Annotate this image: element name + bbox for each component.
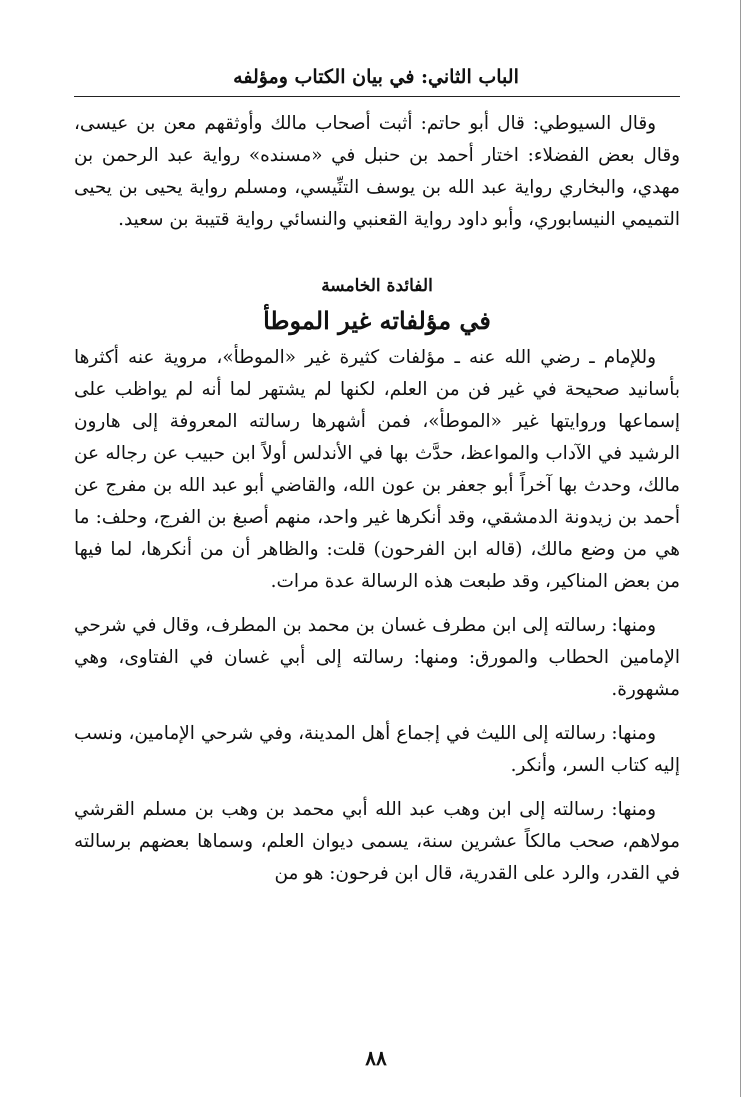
section-title: في مؤلفاته غير الموطأ: [263, 306, 491, 335]
paragraph-letter-al-layth: ومنها: رسالته إلى الليث في إجماع أهل المدينة، وفي شرحي الإمامين، ونسب إليه كتاب السر، وأنكر.: [74, 723, 680, 776]
paragraph-works-intro: وللإمام ـ رضي الله عنه ـ مؤلفات كثيرة غير «الموطأ»، مروية عنه أكثرها بأسانيد صحيحة في غير فن من العلم، لكنها لم يشتهر لما أنه لم يواظب على إسماعها وروايتها غير «الموطأ»، فمن أشهرها رسالته المعروفة إلى هارون الرشيد في الآداب والمواعظ، حدَّث بها في الأندلس أولاً ابن حبيب عن رجاله عن مالك، وحدث بها آخراً أبو جعفر بن عون الله، والقاضي أبو عبد الله بن مفرج عن أحمد بن زيدونة الدمشقي، وقد أنكرها غير واحد، منهم أصبغ بن الفرج، وحلف: ما هي من وضع مالك، (قاله ابن الفرحون) قلت: والظاهر أن من أنكرها، لما فيها من بعض المناكير، وقد طبعت هذه الرسالة عدة مرات.: [74, 347, 680, 592]
page-body: [74, 108, 680, 890]
page-edge-rule: [740, 0, 741, 1097]
paragraph-suyuti-quote: وقال السيوطي: قال أبو حاتم: أثبت أصحاب مالك وأوثقهم معن بن عيسى، وقال بعض الفضلاء: اختار أحمد بن حنبل في «مسنده» رواية عبد الرحمن بن مهدي، والبخاري رواية عبد الله بن يوسف التنِّيسي، ومسلم رواية يحيى بن يحيى التميمي النيسابوري، وأبو داود رواية القعنبي والنسائي رواية قتيبة بن سعيد.: [74, 113, 680, 230]
section-label: الفائدة الخامسة: [321, 276, 433, 296]
paragraph-letter-ibn-mutarrif: ومنها: رسالته إلى ابن مطرف غسان بن محمد بن المطرف، وقال في شرحي الإمامين الحطاب والمورق: ومنها: رسالته إلى أبي غسان في الفتاوى، وهي مشهورة.: [74, 615, 680, 700]
paragraph-letter-ibn-wahb: ومنها: رسالته إلى ابن وهب عبد الله أبي محمد بن وهب بن مسلم القرشي مولاهم، صحب مالكاً عشرين سنة، يسمى ديوان العلم، وسماها بعضهم برسالته في القدر، والرد على القدرية، قال ابن فرحون: هو من: [74, 799, 680, 884]
header-rule: [74, 96, 680, 97]
running-header: الباب الثاني: في بيان الكتاب ومؤلفه: [233, 66, 519, 88]
page-number: ٨٨: [365, 1046, 387, 1070]
